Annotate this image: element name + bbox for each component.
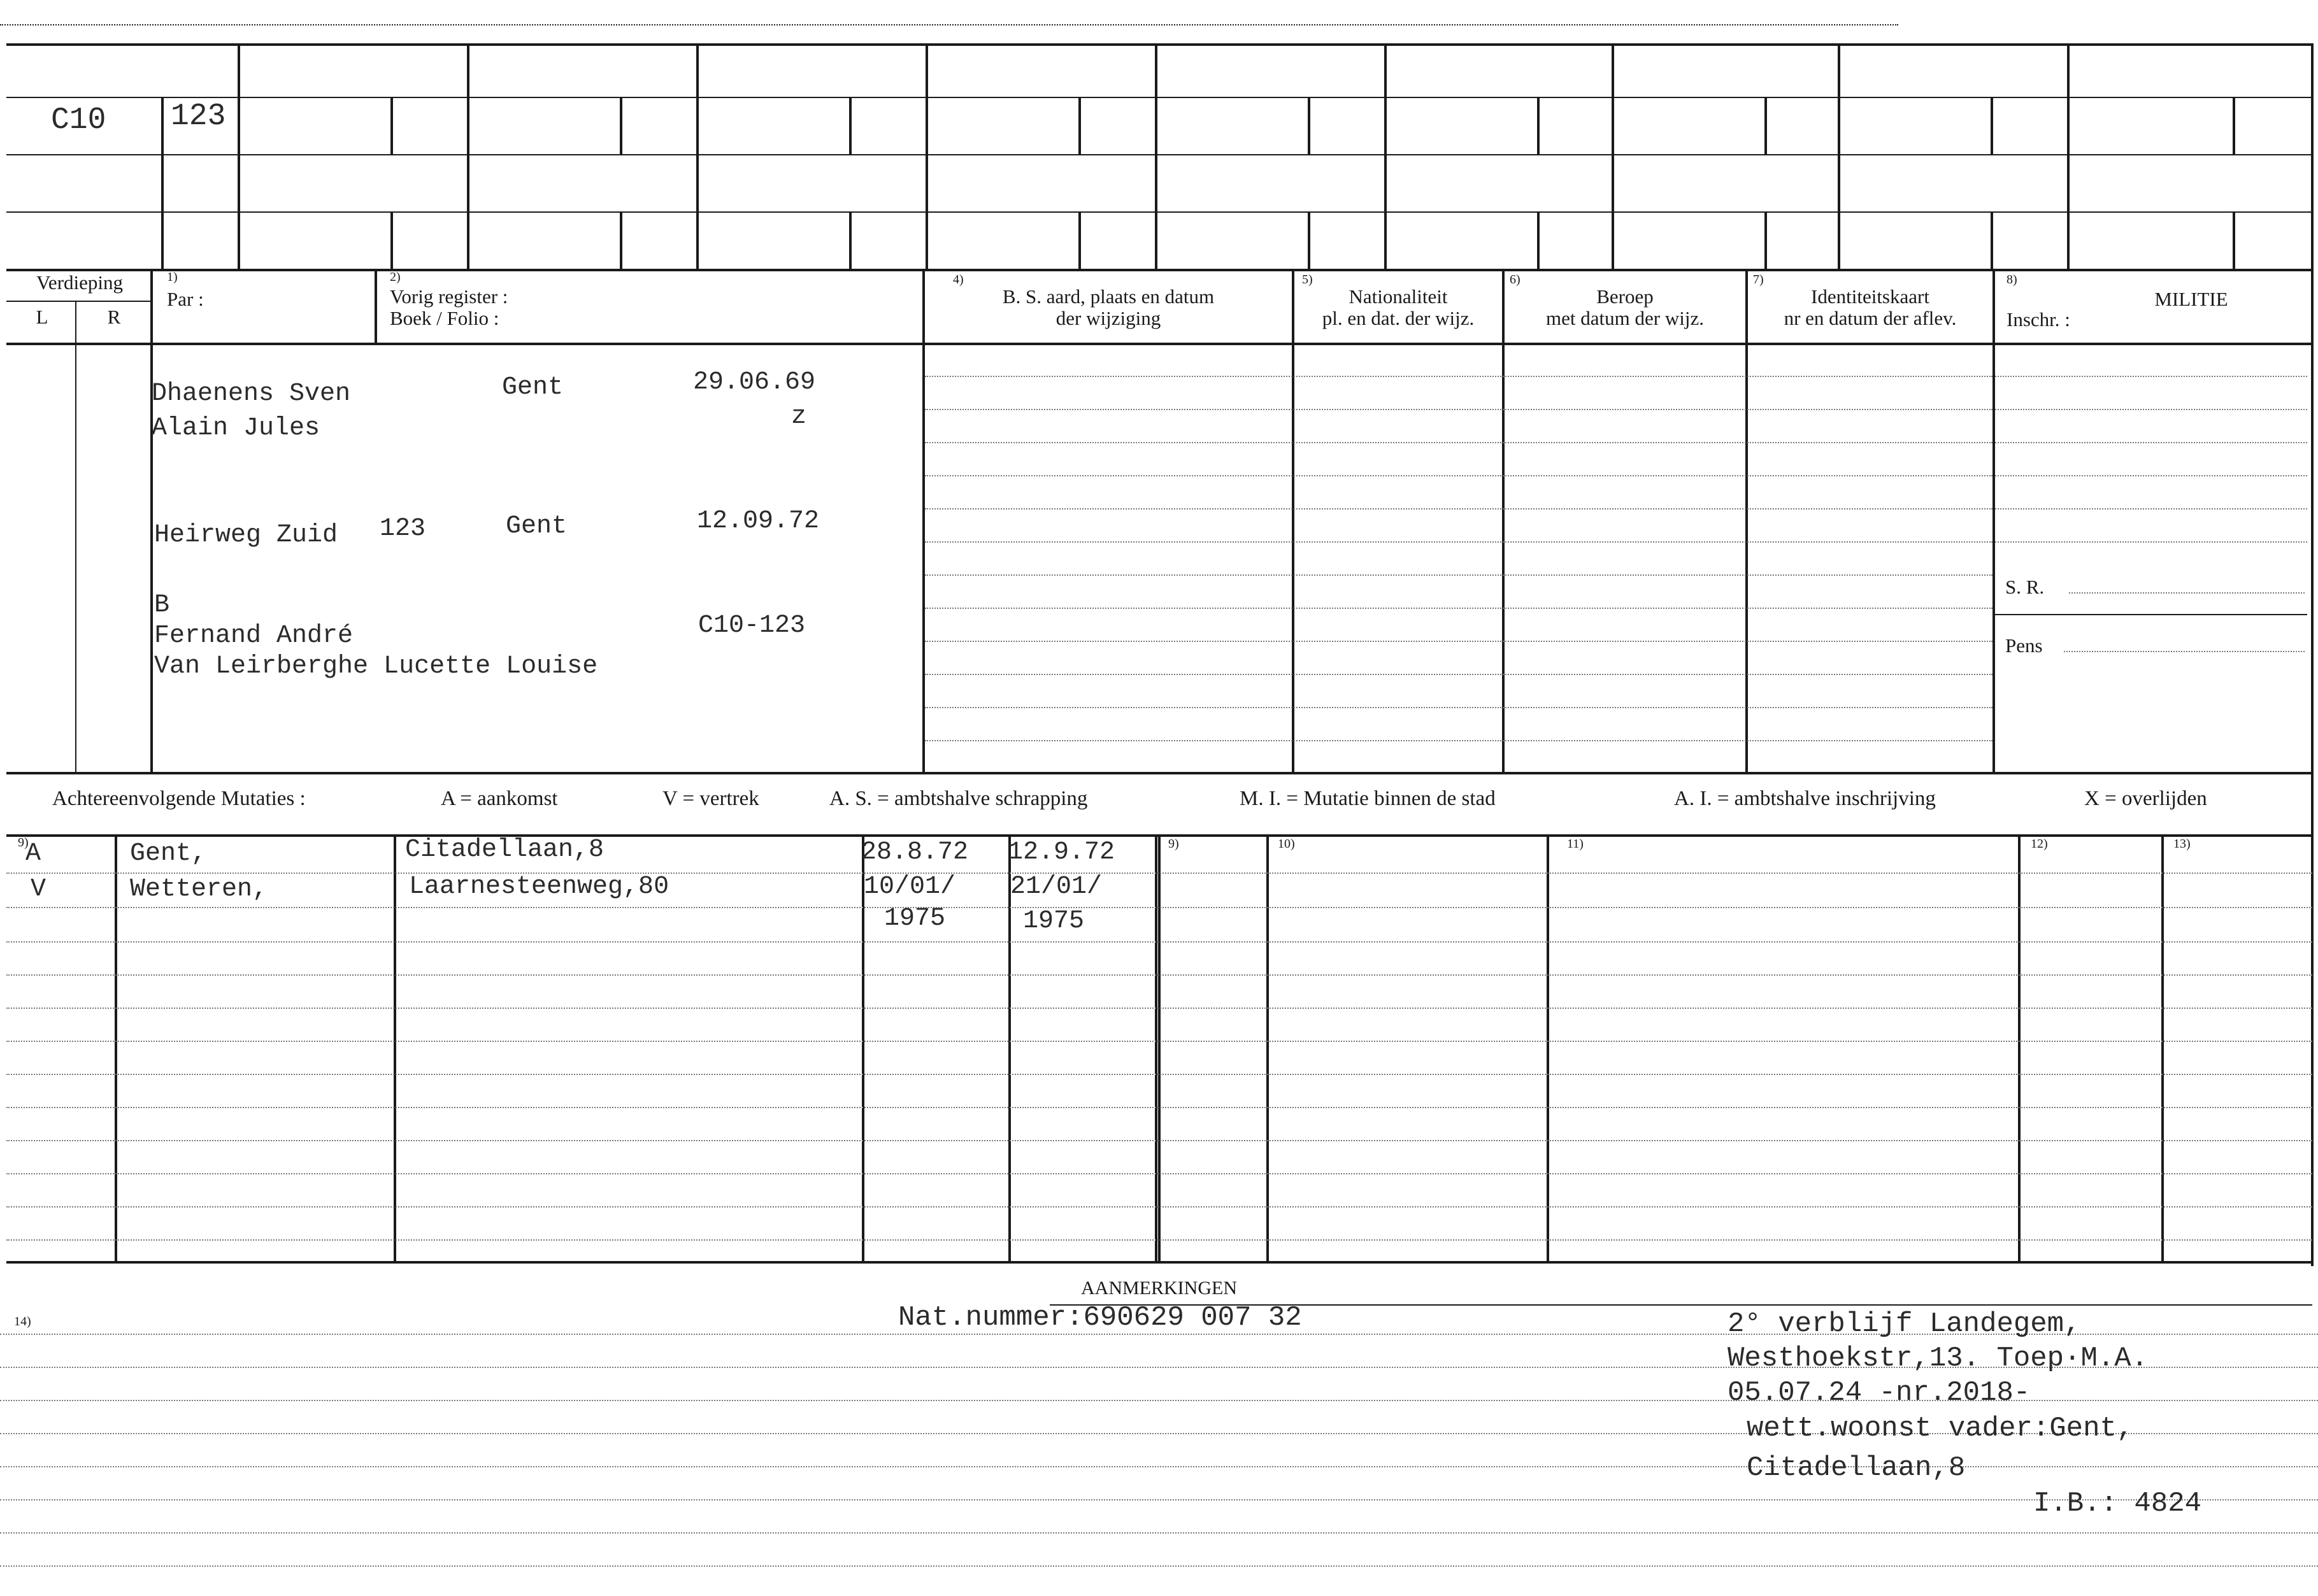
address-date: 12.09.72 xyxy=(697,507,820,536)
verdieping-right-label: R xyxy=(107,306,121,328)
address-city: Gent xyxy=(506,512,568,541)
remark-line-1: 2° verblijf Landegem, xyxy=(1728,1308,2081,1340)
pens-line xyxy=(2064,651,2305,652)
card-wijk: C10 xyxy=(51,103,106,138)
note-10: 10) xyxy=(1278,837,1295,851)
remark-ib: I.B.: 4824 xyxy=(2033,1488,2202,1520)
vorig-register-label: Vorig register : xyxy=(390,285,508,308)
legend-schrapping: A. S. = ambtshalve schrapping xyxy=(829,787,1088,810)
identiteitskaart-label-2: nr en datum der aflev. xyxy=(1784,307,1957,329)
birth-date: 29.06.69 xyxy=(693,368,816,397)
nationaliteit-label-1: Nationaliteit xyxy=(1349,285,1448,308)
frame-right xyxy=(2311,43,2314,1266)
legend-overlijden: X = overlijden xyxy=(2084,787,2207,810)
legend-vertrek: V = vertrek xyxy=(662,787,759,810)
mutation-address: Laarnesteenweg,80 xyxy=(409,873,669,901)
bs-label-2: der wijziging xyxy=(1055,307,1161,329)
sr-label: S. R. xyxy=(2005,576,2045,598)
mutation-date-1-year: 1975 xyxy=(884,904,946,933)
frame-top xyxy=(6,43,2312,46)
militie-label: MILITIE xyxy=(2154,288,2228,310)
remark-line-3: 05.07.24 -nr.2018- xyxy=(1728,1377,2031,1409)
mutation-date-1: 10/01/ xyxy=(864,873,956,901)
mutation-date-2: 12.9.72 xyxy=(1008,838,1115,867)
mutation-date-1: 28.8.72 xyxy=(861,838,969,867)
note-7: 7) xyxy=(1753,273,1764,287)
note-14: 14) xyxy=(14,1315,31,1329)
address-number: 123 xyxy=(380,515,426,543)
top-edge-line xyxy=(0,24,1898,25)
verdieping-label: Verdieping xyxy=(36,271,124,294)
note-11: 11) xyxy=(1567,837,1584,851)
sr-line xyxy=(2069,592,2305,594)
note-2: 2) xyxy=(390,270,401,284)
national-number: Nat.nummer:690629 007 32 xyxy=(898,1302,1302,1334)
card-number: 123 xyxy=(171,99,226,134)
mutation-place: Gent, xyxy=(130,839,207,868)
identiteitskaart-label-1: Identiteitskaart xyxy=(1811,285,1929,308)
person-given-names: Alain Jules xyxy=(152,414,320,443)
par-label: Par : xyxy=(167,288,204,310)
verdieping-left-label: L xyxy=(36,306,48,328)
person-sex: z xyxy=(791,403,807,431)
person-marker: B xyxy=(154,591,170,620)
address-street: Heirweg Zuid xyxy=(154,521,338,550)
mutation-date-2-year: 1975 xyxy=(1023,907,1085,936)
aanmerkingen-label: AANMERKINGEN xyxy=(1081,1278,1237,1299)
pens-label: Pens xyxy=(2005,634,2043,657)
legend-inschrijving: A. I. = ambtshalve inschrijving xyxy=(1674,787,1936,810)
mutation-date-2: 21/01/ xyxy=(1010,873,1103,901)
legend-mutatie: M. I. = Mutatie binnen de stad xyxy=(1240,787,1496,810)
note-1: 1) xyxy=(167,270,178,284)
previous-register: C10-123 xyxy=(698,611,806,640)
note-9b: 9) xyxy=(1168,837,1179,851)
nationaliteit-label-2: pl. en dat. der wijz. xyxy=(1322,307,1475,329)
legend-aankomst: A = aankomst xyxy=(441,787,558,810)
note-6: 6) xyxy=(1510,273,1520,287)
mutation-address: Citadellaan,8 xyxy=(405,836,605,864)
note-5: 5) xyxy=(1302,273,1313,287)
beroep-label-1: Beroep xyxy=(1596,285,1654,308)
father-name: Fernand André xyxy=(154,622,354,650)
legend-title: Achtereenvolgende Mutaties : xyxy=(52,787,306,810)
remark-line-4: wett.woonst vader:Gent, xyxy=(1747,1413,2134,1444)
person-section-bottom xyxy=(6,772,2312,774)
note-4: 4) xyxy=(953,273,964,287)
note-13: 13) xyxy=(2173,837,2191,851)
note-9: 9) xyxy=(18,836,29,850)
remark-line-2: Westhoekstr,13. Toep·M.A. xyxy=(1728,1343,2149,1374)
beroep-label-2: met datum der wijz. xyxy=(1546,307,1704,329)
inschr-label: Inschr. : xyxy=(2007,308,2070,331)
bs-label-1: B. S. aard, plaats en datum xyxy=(1002,285,1215,308)
mutation-type: V xyxy=(31,875,47,904)
mutation-place: Wetteren, xyxy=(130,875,268,904)
birth-place: Gent xyxy=(502,373,564,402)
note-8: 8) xyxy=(2007,273,2017,287)
mother-name: Van Leirberghe Lucette Louise xyxy=(154,652,598,681)
mutation-type: A xyxy=(25,839,41,868)
boek-folio-label: Boek / Folio : xyxy=(390,307,499,329)
person-surname: Dhaenens Sven xyxy=(152,380,351,408)
note-12: 12) xyxy=(2031,837,2048,851)
remark-line-5: Citadellaan,8 xyxy=(1747,1452,1966,1484)
